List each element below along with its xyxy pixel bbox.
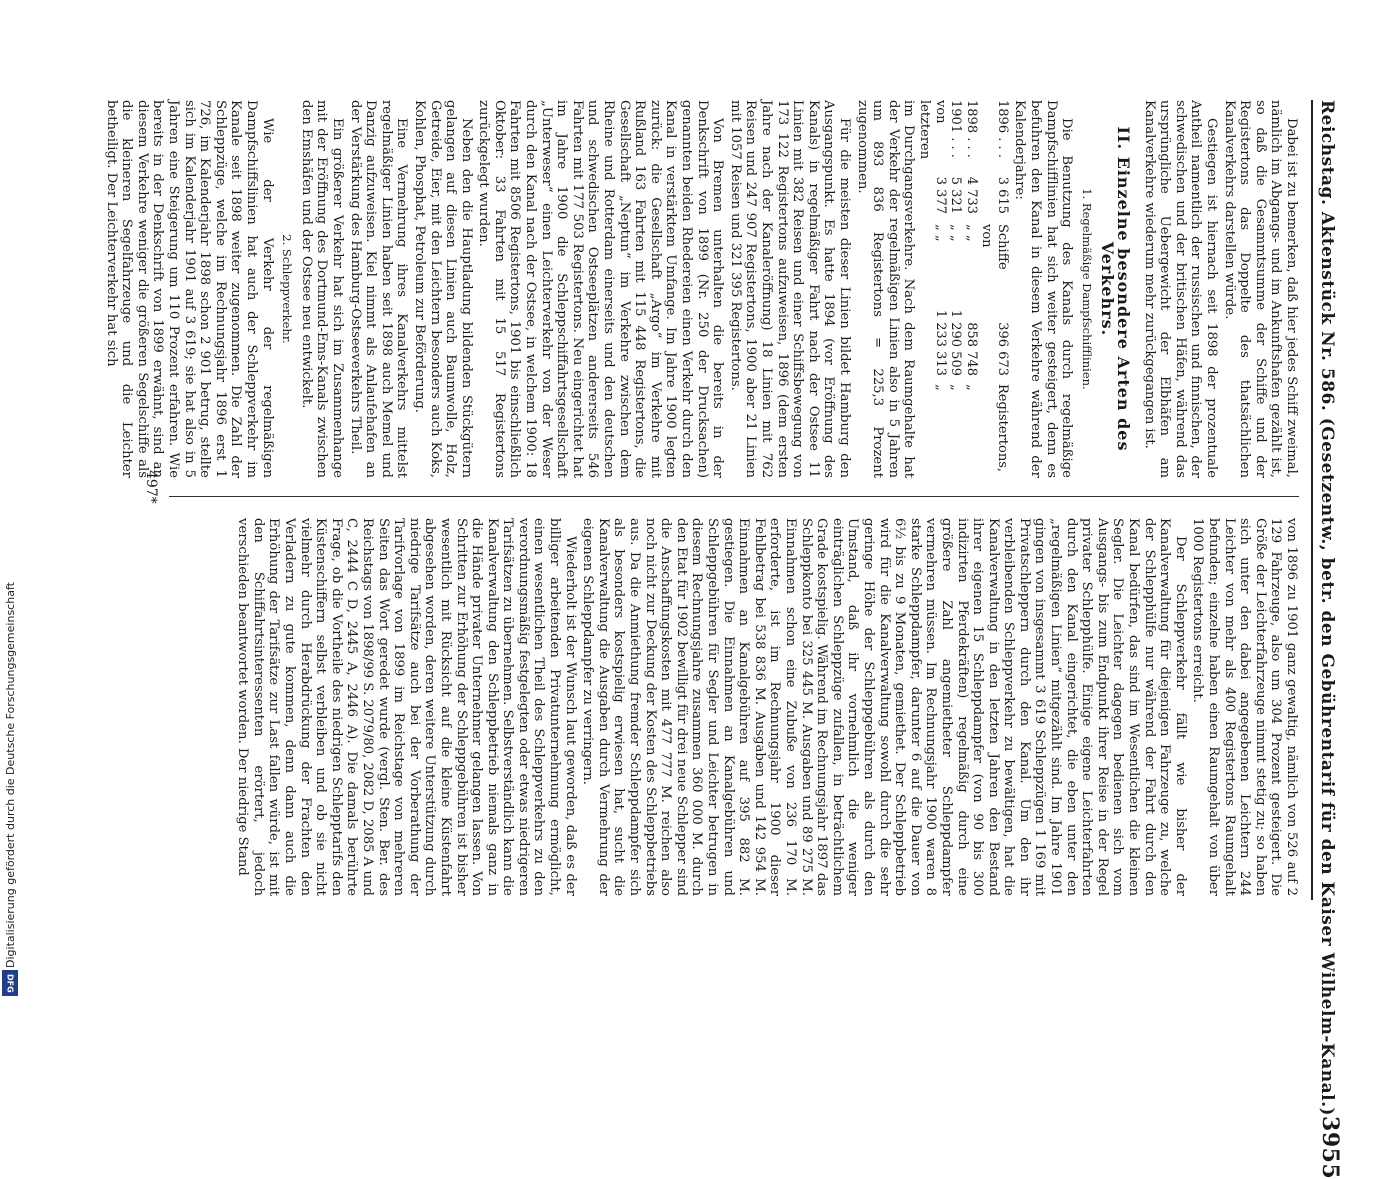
footer-page-mark: 497*: [143, 470, 159, 504]
paragraph: Wie der Verkehr der regelmäßigen Dampfschiffslinien hat auch der Schleppverkehr im Kanale seit 1898 weiter zugenommen. Die Zahl der Schleppzüge, welche im Rechnungsjahr 1896 erst 1 726, im Kalenderjahr 1898 schon 2 901 betrug, stellte sich im Kalenderjahr 1901 auf 3 619; sie hat also in 5 Jahren eine Steigerung um 110 Prozent erfahren. Wie bereits in der Denkschrift von 1899 erwähnt, sind an diesem Verkehre weniger die größeren Segelschiffe als die kleineren Segelfahrzeuge und die Leichter betheiligt. Der Leichterverkehr hat sich: [103, 100, 275, 478]
table-cell-year: 1901 . . .: [948, 100, 964, 158]
column-divider: [169, 496, 1299, 497]
table-cell-ships: 4 733: [963, 176, 979, 214]
page-header: [1311, 100, 1345, 1179]
table-cell-label: Registertons,: [994, 384, 1010, 472]
table-cell-unit: Schiffe von: [979, 224, 1010, 270]
digitization-credit-text: Digitalisierung gefördert durch die Deutsche Forschungsgemeinschaft: [4, 582, 17, 968]
header-page-number: 3955: [1317, 1116, 1343, 1179]
paragraph: Die Benutzung des Kanals durch regelmäßige Dampfschifflinien hat sich weiter gesteigert, denn es befuhren den Kanal in diesem Verkehre während der Kalenderjahre:: [1012, 100, 1075, 478]
right-column: [169, 518, 1299, 896]
table-cell-ships: 3 377: [932, 176, 948, 214]
table-cell-label: „: [932, 384, 948, 391]
table-cell-tons: 396 673: [994, 322, 1010, 376]
subsection-heading: 2. Schleppverkehr.: [280, 234, 295, 344]
paragraph: Für die meisten dieser Linien bildet Hamburg den Ausgangspunkt. Es hatte 1894 (vor Eröffnung des Kanals) in regelmäßiger Fahrt nach der Ostsee 11 Linien mit 382 Reisen und einer Schiffsbewegung von 173 122 Registertons aufzuweisen, 1896 (dem ersten Jahre nach der Kanaleröffnung) 18 Linien mit 762 Reisen und 247 907 Registertons, 1900 aber 21 Linien mit 1057 Reisen und 321 395 Registertons.: [727, 100, 852, 478]
paragraph: von 1896 zu 1901 ganz gewaltig, nämlich von 526 auf 2 129 Fahrzeuge, also um 304 Prozent gesteigert. Die Größe der Leichterfahrzeuge nimmt stetig zu; so haben sich unter den dabei angegebenen Leichtern 244 Leichter von mehr als 400 Registertons Raumgehalt befunden; einzelne haben einen Raumgehalt von über 1000 Registertons erreicht.: [1190, 518, 1299, 896]
paragraph: Ein größerer Verkehr hat sich im Zusammenhange mit der Eröffnung des Dortmund-Ems-Kanals zwischen den Emshäfen und der Ostsee neu entwickelt.: [298, 100, 345, 478]
paragraph: Dabei ist zu bemerken, daß hier jedes Schiff zweimal, nämlich im Abgangs- und im Ankunftshafen gezählt ist, so daß die Gesammtsumme der Schiffe und der Registertons das Doppelte des thatsächlichen Kanalverkehrs darstellen würde.: [1221, 100, 1299, 478]
table-cell-year: 1898 . . .: [963, 100, 979, 158]
paragraph: Von Bremen unterhalten die bereits in der Denkschrift von 1899 (Nr. 250 der Drucksachen) genannten beiden Rhedereien einen Verkehr durch den Kanal in verstärktem Umfange. Im Jahre 1900 legten zurück: die Gesellschaft „Argo“ im Verkehre mit Rußland 163 Fahrten mit 115 448 Registertons, die Gesellschaft „Neptun“ im Verkehre zwischen dem Rheine und Rotterdam einerseits und den deutschen und schwedischen Ostseeplätzen andererseits 546 Fahrten mit 177 503 Registertons. Neu eingerichtet hat im Jahre 1900 die Schleppschiffahrtsgesellschaft „Unterweser“ einen Leichterverkehr von der Weser durch den Kanal nach der Ostsee, in welchem 1900: 18 Fahrten mit 8506 Registertons, 1901 bis einschließlich Oktober: 33 Fahrten mit 15 517 Registertons zurückgelegt wurden.: [476, 100, 726, 478]
table-row: [963, 100, 979, 478]
table-cell-label: „: [948, 384, 964, 391]
paragraph: Gestiegen ist hiernach seit 1898 der prozentuale Antheil namentlich der russischen und finnischen, der schwedischen und der britischen Häfen, während das ursprüngliche Uebergewicht der Elbhäfen am Kanalverkehre wiederum mehr zurückgegangen ist.: [1141, 100, 1220, 478]
table-cell-year: 1896 . . .: [994, 100, 1010, 158]
table-cell-year: von letzteren: [916, 100, 948, 160]
header-title: Reichstag. Aktenstück Nr. 586. (Gesetzentw., betr. den Gebührentarif für den Kaiser Wilhelm-Kanal.): [1317, 100, 1337, 1117]
paragraph: Wiederholt ist der Wunsch laut geworden, daß es der billiger arbeitenden Privatunternehmung ermöglicht, einen wesentlichen Theil des Schleppverkehrs zu den verordnungsmäßig festgelegten oder etwas niedrigeren Tarifsätzen zu übernehmen. Selbstverständlich kann die Kanalverwaltung den Schleppbetrieb niemals ganz in die Hände privater Unternehmer gelangen lassen. Von Schritten zur Erhöhung der Schleppgebühren ist bisher wesentlich mit Rücksicht auf die kleine Küstenfahrt abgesehen worden, deren weitere Unterstützung durch niedrige Tarifsätze auch bei der Vorberathung der Tarifvorlage von 1899 im Reichstage von mehreren Seiten das Wort geredet wurde (vergl. Sten. Ber. des Reichstags von 1898/99 S. 2079/80, 2082 D, 2085 A und C, 2444 C D, 2445 A, 2446 A). Die damals berührte Frage, ob die Vortheile des niedrigen Schlepptarifs den Küstenschiffern selbst verbleiben und ob sie nicht vielmehr durch Herabdrückung der Frachten den Verladern zu gute kommen, denn dann auch die Erhöhung der Tarifsätze zur Last fallen würde, ist mit den Schiffahrtsinteressenten erörtert, jedoch verschieden beantwortet worden. Der niedrige Stand: [235, 518, 578, 896]
dfg-logo: DFG: [2, 970, 18, 996]
table-cell-tons: 858 748: [963, 322, 979, 376]
paragraph: im Durchgangsverkehre. Nach dem Raumgehalte hat der Verkehr der regelmäßigen Linien also in 5 Jahren um 893 836 Registertons = 225,3 Prozent zugenommen.: [854, 100, 917, 478]
statistics-table: [916, 100, 1010, 478]
paragraph: Neben den die Hauptladung bildenden Stückgütern gelangen auf diesen Linien auch Baumwolle, Holz, Getreide, Eier, mit den Leichtern besonders auch Koks, Kohlen, Phosphat, Petroleum zur Beförderung.: [411, 100, 474, 478]
table-cell-ships: 5 321: [948, 176, 964, 214]
table-cell-unit: „ „: [963, 224, 979, 242]
table-row: [979, 100, 1010, 478]
table-cell-tons: 1 290 509: [948, 309, 964, 376]
table-row: [948, 100, 964, 478]
table-row: [916, 100, 947, 478]
section-heading: II. Einzelne besondere Arten des Verkehrs.: [1098, 126, 1134, 452]
paragraph: Der Schleppverkehr fällt wie bisher der Kanalverwaltung für diejenigen Fahrzeuge zu, welche der Schlepphülfe nur während der Fahrt durch den Kanal bedürfen, das sind im Wesentlichen die kleinen Segler. Die Leichter dagegen bedienen sich vom Ausgangs- bis zum Endpunkt ihrer Reise in der Regel privater Schlepphülfe. Einige eigene Leichterfahrten durch den Kanal eingerichtet, die eben unter den „regelmäßigen Linien“ mitgezählt sind. Im Jahre 1901 gingen von insgesammt 3 619 Schleppzügen 1 169 mit Privatschleppern durch den Kanal. Um den ihr verbleibenden Schleppverkehr zu bewältigen, hat die Kanalverwaltung in den letzten Jahren den Bestand ihrer eigenen 15 Schleppdampfer (von 90 bis 300 indizirten Pferdekräften) regelmäßig durch eine größere Zahl angemietheter Schleppdampfer vermehren müssen. Im Rechnungsjahr 1900 waren 8 starke Schleppdampfer, darunter 6 auf die Dauer von 6½ bis zu 9 Monaten, gemiethet. Der Schleppbetrieb wird für die Kanalverwaltung sowohl durch die sehr geringe Höhe der Schleppgebühren als durch den Umstand, daß ihr vornehmlich die weniger einträglichen Schleppzüge zufallen, in beträchtlichem Grade kostspielig. Während im Rechnungsjahr 1897 das Schleppkonto bei 325 445 M. Ausgaben und 89 275 M. Einnahmen schon eine Zubuße von 236 170 M. erforderte, ist im Rechnungsjahr 1900 dieser Fehlbetrag bei 538 836 M. Ausgaben und 142 954 M. Einnahmen an Kanalgebühren auf 395 882 M. gestiegen. Die Einnahmen an Kanalgebühren und Schleppgebühren für Segler und Leichter betrugen in diesem Rechnungsjahre zusammen 360 000 M. durch den Etat für 1902 bewilligt für drei neue Schlepper sind die Anschaffungskosten mit 477 777 M. reichen also noch nicht zur Deckung der Kosten des Schleppbetriebs aus. Da die Anmiethung fremder Schleppdampfer sich als besonders kostspielig erwiesen hat, sucht die Kanalverwaltung die Ausgaben durch Vermehrung der eigenen Schleppdampfer zu verringern.: [580, 518, 1188, 896]
table-cell-label: „: [963, 384, 979, 391]
table-cell-ships: 3 615: [994, 176, 1010, 214]
subsection-heading: 1. Regelmäßige Dampfschifflinien.: [1079, 188, 1094, 390]
left-column: [103, 100, 1299, 478]
table-cell-unit: „ „: [948, 224, 964, 242]
table-cell-tons: 1 233 313: [932, 309, 948, 376]
paragraph: Eine Vermehrung ihres Kanalverkehrs mittelst regelmäßiger Linien haben seit 1898 auch Memel und Danzig aufzuweisen. Kiel nimmt als Anlaufehafen an der Verstärkung des Hamburg-Ostseeverkehrs Theil.: [347, 100, 410, 478]
table-cell-unit: „ „: [932, 224, 948, 242]
